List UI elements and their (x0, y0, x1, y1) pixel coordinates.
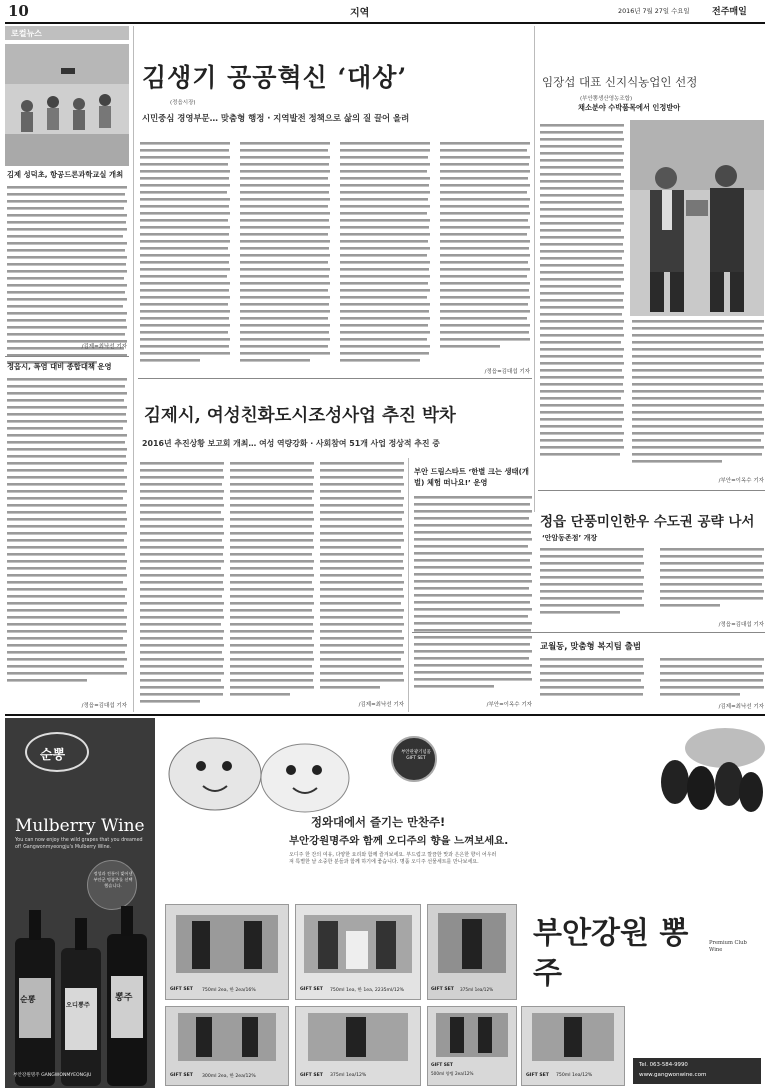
welfare-story-body (540, 654, 764, 704)
gift-set-2 (295, 904, 421, 1000)
ad-badge (391, 736, 437, 782)
article1-title: 김제 성덕초, 항공드론과학교실 개최 (7, 170, 124, 179)
local-news-banner (5, 26, 129, 40)
ad-premium: Premium Club Wine (709, 940, 747, 953)
gift-set-6-label: GIFT SET (431, 1063, 453, 1068)
ad-headline: 정와대에서 즐기는 만찬주! (311, 815, 446, 829)
ad-body-text: 오디주 한 잔의 여유, 다양한 요리와 함께 즐겨보세요. 부드럽고 깔끔한 맛과 은은한 향이 어우러져 특별한 날 소중한 분들과 함께 하기에 좋습니다. 명품 오디주 선물세트를 만나보세요. (289, 852, 497, 865)
top-story-subtitle: 시민중심 경영부문… 맞춤형 행정 · 지역발전 정책으로 삶의 질 끌어 올려 (142, 113, 410, 123)
page-header (0, 0, 770, 22)
gift-set-6-detail: 500ml 양병 2ea/12% (431, 1071, 474, 1076)
gift-set-1 (165, 904, 289, 1000)
middle-story-byline: /김제=최낙선 기자 (358, 702, 404, 708)
right-mid-deck: ‘안암동존점’ 개장 (542, 534, 598, 542)
gift-set-6 (427, 1006, 517, 1086)
gift-set-7 (521, 1006, 625, 1086)
ad-website[interactable]: www.gangwonwine.com (639, 1072, 707, 1078)
top-story-caption: (정읍시장) (170, 100, 196, 106)
gift-set-3 (427, 904, 517, 1000)
right-mid-body (540, 544, 764, 626)
ad-bottle-label-2: 오디뽕주 (66, 1002, 90, 1009)
ad-phone: Tel. 063-584-9990 (639, 1062, 688, 1068)
ad-wine-title: Mulberry Wine (15, 816, 145, 836)
ad-brand-small: 순뽕 (40, 748, 66, 763)
buan-story-title: 부안 드림스타트 ‘한별 크는 생태(개벌) 체험 떠나요!’ 운영 (414, 467, 529, 487)
right-top-deck1: (부안뽕생산영농조합) (580, 96, 633, 102)
article2-body (7, 376, 127, 700)
welfare-story-title: 교월동, 맞춤형 복지팀 출범 (540, 641, 641, 651)
buan-story-body (414, 492, 532, 700)
ad-berries (605, 718, 765, 838)
right-mid-title: 정읍 단풍미인한우 수도권 공략 나서 (540, 514, 755, 530)
right-top-byline: /부안=이옥수 기자 (718, 478, 764, 484)
right-top-title: 임장섭 대표 신지식농업인 선정 (542, 75, 698, 89)
gift-set-5 (295, 1006, 421, 1086)
gift-set-5-detail: 375ml 1ea/12% (330, 1073, 367, 1078)
ad-wine-subtitle: You can now enjoy the wild grapes that you dreamed of! Gangwonmyeongju's Mulberry Wine. (15, 838, 143, 850)
gift-set-7-label: GIFT SET (526, 1073, 549, 1078)
article2-title: 정읍시, 폭염 대비 종합대책 운영 (7, 362, 112, 371)
middle-story-body (140, 458, 404, 712)
ad-bottle-label-1: 순뽕 (20, 994, 36, 1004)
middle-story-subtitle: 2016년 추진상황 보고회 개최… 여성 역량강화 · 사회참여 51개 사업 정상적 추진 중 (142, 439, 440, 448)
buan-story-byline: /부안=이옥수 기자 (486, 702, 532, 708)
right-top-body (540, 120, 764, 480)
gift-set-4-detail: 300ml 2ea, 한 2ea/12% (202, 1074, 256, 1079)
gift-set-5-label: GIFT SET (300, 1073, 323, 1078)
paper-name: 전주매일 (712, 7, 747, 17)
gift-set-4 (165, 1006, 289, 1086)
gift-set-1-label: GIFT SET (170, 987, 193, 992)
left-column (5, 26, 129, 712)
gift-set-3-detail: 375ml 1ea/12% (460, 987, 494, 992)
advertisement (5, 718, 765, 1088)
ad-company: 부안강원명주 GANGWONMYEONGJU (13, 1073, 92, 1078)
gift-set-7-detail: 750ml 1ea/12% (556, 1073, 593, 1078)
gift-set-4-label: GIFT SET (170, 1073, 193, 1078)
ad-contact (633, 1058, 761, 1084)
right-mid-byline: /정읍=김대섭 기자 (718, 622, 764, 628)
top-story-byline: /정읍=김대섭 기자 (484, 369, 530, 375)
page-number: 10 (8, 2, 29, 20)
gift-set-2-label: GIFT SET (300, 987, 323, 992)
ad-left-stamp (87, 860, 137, 910)
article1-byline: /김제=최낙선 기자 (81, 344, 127, 350)
welfare-story-byline: /김제=최낙선 기자 (718, 704, 764, 710)
local-news-label: 로컬뉴스 (11, 29, 42, 38)
issue-date: 2016년 7월 27일 수요일 (618, 7, 690, 15)
ad-logo-oval (25, 732, 89, 772)
top-story-title: 김생기 공공혁신 ‘대상’ (142, 63, 408, 92)
classroom-photo (5, 44, 129, 166)
ad-left-panel (5, 718, 155, 1088)
ad-mascot (155, 718, 355, 818)
top-story-body (140, 138, 530, 370)
gift-set-1-detail: 750ml 2ea, 한 2ea/16% (202, 988, 256, 993)
gift-set-2-detail: 750ml 1ea, 한 1ea, 2235ml/12% (330, 988, 405, 993)
section-label: 지역 (350, 8, 370, 19)
right-top-deck2: 채소분야 수박품목에서 인정받아 (578, 103, 681, 112)
middle-story-title: 김제시, 여성친화도시조성사업 추진 박차 (144, 406, 456, 426)
ad-tagline: 부안강원명주와 함께 오디주의 향을 느껴보세요. (289, 835, 509, 847)
article2-byline: /정읍=김대섭 기자 (81, 703, 127, 709)
gift-set-3-label: GIFT SET (431, 987, 454, 992)
ad-badge-text: 부안관광기념품 GIFT SET (401, 750, 431, 761)
ad-bottle-label-3: 뽕주 (115, 993, 133, 1003)
ad-calligraphy: 부안강원 뽕주 (533, 916, 689, 991)
ad-left-stamp-text: 정성과 전통이 빚어낸 부안군 명품주를 선택했습니다. (93, 871, 133, 888)
